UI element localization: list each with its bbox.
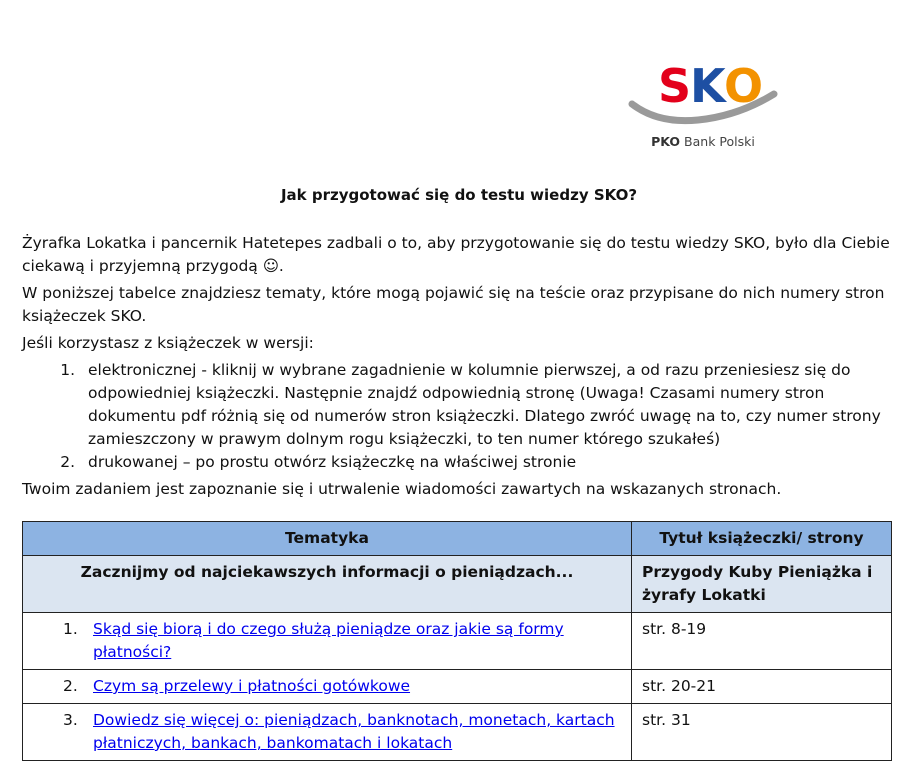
table-header-row [23,522,892,556]
section-row [23,556,892,613]
section-title: Zacznijmy od najciekawszych informacji o pieniądzach... [23,556,632,613]
instructions [22,232,892,505]
pages-cell: str. 31 [632,704,892,761]
version-electronic: 1. elektronicznej - kliknij w wybrane zagadnienie w kolumnie pierwszej, a od razu przeniesiesz się do odpowiedniej książeczki. Następnie znajdź odpowiednią stronę (Uwaga! Czasami numery stron dokumentu pdf różnią się od numerów stron książeczki. Dlatego zwróć uwagę na to, czy numer strony zamieszczony w prawym dolnym rogu książeczki, to ten numer którego szukałeś) [80,359,892,451]
intro-paragraph-1: Żyrafka Lokatka i pancernik Hatetepes zadbali o to, aby przygotowanie się do testu wiedzy SKO, było dla Ciebie ciekawą i przyjemną przygodą ☺. [22,234,890,275]
topic-cell [23,670,632,704]
section-book-title: Przygody Kuby Pieniążka i żyrafy Lokatki [632,556,892,613]
table-row [23,613,892,670]
intro-paragraph-3: Jeśli korzystasz z książeczek w wersji: [22,334,314,352]
table-row [23,704,892,761]
logo-brand-rest: Bank Polski [680,134,755,149]
table-row [23,670,892,704]
topic-link[interactable]: Dowiedz się więcej o: pieniądzach, banknotach, monetach, kartach płatniczych, bankach, bankomatach i lokatach [93,711,615,752]
logo-letter-o: O [724,59,764,113]
logo-letter-s-glyph: S [658,59,692,113]
pages-cell: str. 8-19 [632,613,892,670]
topic-link[interactable]: Skąd się biorą i do czego służą pieniądze oraz jakie są formy płatności? [93,620,564,661]
logo-letter-k: K [690,59,726,113]
header-topic: Tematyka [23,522,632,556]
topic-number: 2. [63,677,78,695]
intro-paragraph-4: Twoim zadaniem jest zapoznanie się i utrwalenie wiadomości zawartych na wskazanych stronach. [22,480,782,498]
version-list [22,359,892,474]
pages-cell: str. 20-21 [632,670,892,704]
topics-table [22,521,892,761]
version-printed: 2. drukowanej – po prostu otwórz książeczkę na właściwej stronie [80,451,892,474]
logo-brand-bold: PKO [651,134,681,149]
topic-number: 3. [63,711,78,729]
topic-link[interactable]: Czym są przelewy i płatności gotówkowe [93,677,411,695]
topic-cell [23,613,632,670]
intro-paragraph-2: W poniższej tabelce znajdziesz tematy, które mogą pojawić się na teście oraz przypisane do nich numery stron książeczek SKO. [22,284,885,325]
sko-logo-mark [628,40,778,132]
page-title: Jak przygotować się do testu wiedzy SKO? [280,186,638,204]
logo-caption [628,134,778,149]
topic-number: 1. [63,620,78,638]
sko-logo [628,40,788,158]
header-book-pages: Tytuł książeczki/ strony [632,522,892,556]
topic-cell [23,704,632,761]
